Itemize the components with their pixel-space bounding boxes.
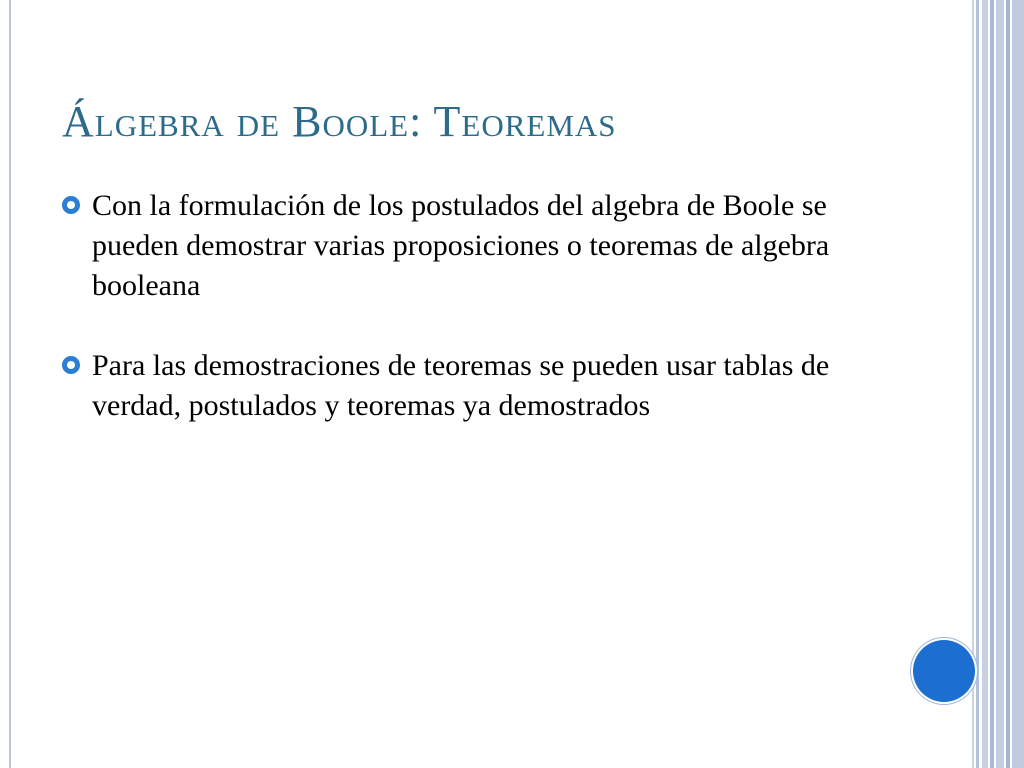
bullet-text: Con la formulación de los postulados del algebra de Boole se pueden demostrar varias proposiciones o teoremas de algebra booleana [92, 189, 830, 302]
circle-bullet-icon [62, 196, 80, 214]
bullet-item [62, 186, 882, 306]
blue-circle-decoration [913, 640, 975, 702]
left-border-line [9, 0, 11, 768]
stripe [1012, 0, 1024, 768]
right-decorative-stripes [972, 0, 1024, 768]
bullet-list [62, 186, 882, 466]
stripe [972, 0, 974, 768]
stripe [976, 0, 979, 768]
stripe [990, 0, 994, 768]
slide-title: Álgebra de Boole: Teoremas [62, 97, 617, 146]
circle-bullet-icon [62, 356, 80, 374]
stripe [1006, 0, 1010, 768]
bullet-item [62, 346, 882, 426]
stripe [996, 0, 1004, 768]
stripe [982, 0, 988, 768]
bullet-text: Para las demostraciones de teoremas se pueden usar tablas de verdad, postulados y teoremas ya demostrados [92, 349, 830, 422]
